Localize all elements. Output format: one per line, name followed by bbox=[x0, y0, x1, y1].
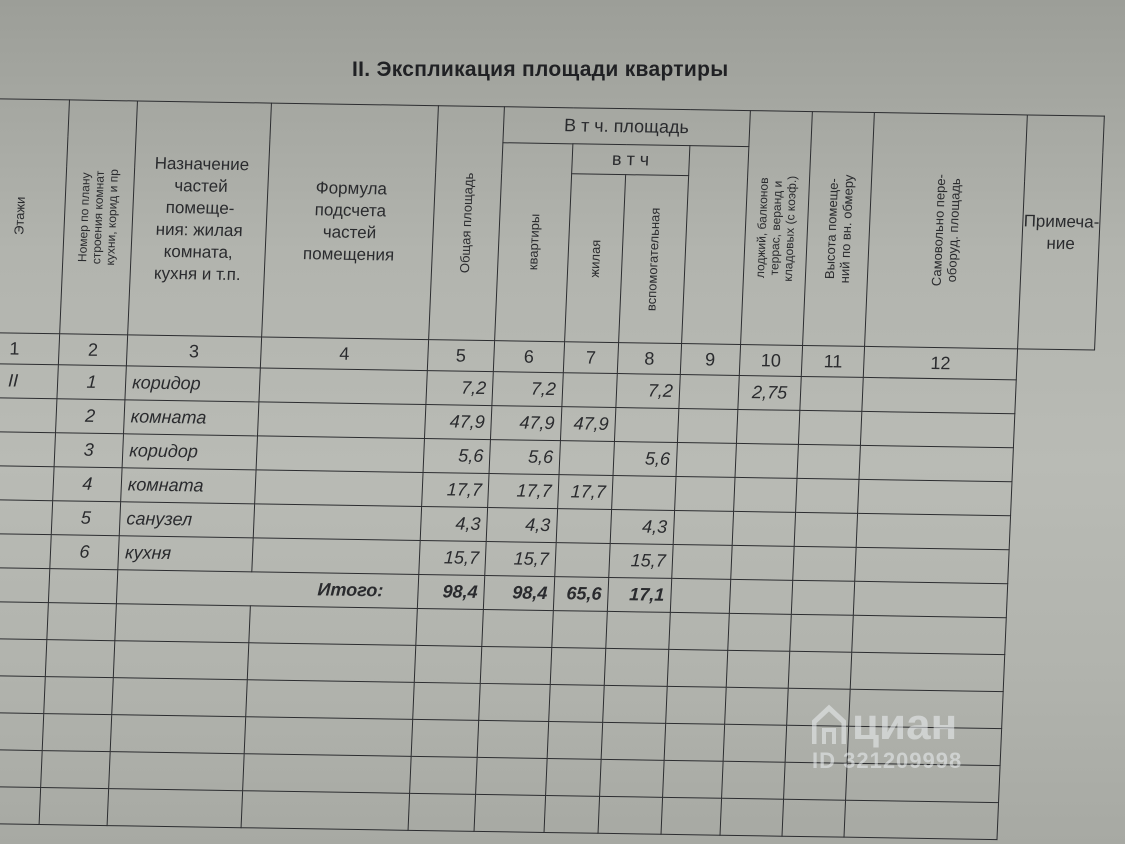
self-built-cell bbox=[792, 580, 855, 615]
formula-cell bbox=[252, 538, 420, 575]
self-built-cell bbox=[796, 478, 859, 513]
living-area-cell: 17,7 bbox=[557, 475, 613, 510]
header-purpose: Назначение частей помеще- ния: жилая комната, кухня и т.п. bbox=[128, 101, 272, 337]
apartment-area-cell: 7,2 bbox=[492, 372, 563, 407]
self-built-cell bbox=[799, 410, 862, 445]
floor-cell bbox=[0, 465, 54, 500]
room-name: комната bbox=[124, 400, 260, 436]
living-area-sum: 65,6 bbox=[553, 577, 609, 612]
loggia-cell bbox=[672, 544, 732, 579]
aux-area-cell: 5,6 bbox=[613, 442, 677, 477]
height-cell bbox=[730, 545, 794, 580]
col-num: 9 bbox=[680, 344, 740, 376]
floor-cell bbox=[0, 499, 53, 534]
header-plan-number: Номер по плану строения комнат кухни, корид и пр bbox=[60, 100, 138, 335]
height-cell bbox=[733, 477, 797, 512]
self-built-cell bbox=[795, 512, 858, 547]
header-apartment: квартиры bbox=[495, 143, 573, 342]
notes-cell bbox=[862, 377, 1017, 413]
room-number: 3 bbox=[54, 433, 124, 468]
header-living: жилая bbox=[564, 174, 625, 343]
col-num: 6 bbox=[493, 341, 564, 373]
aux-area-cell bbox=[614, 408, 678, 443]
total-label: Итого: bbox=[116, 570, 418, 609]
apartment-area-cell: 15,7 bbox=[485, 542, 556, 577]
header-height: Высота помеще- ний по вн. обмеру bbox=[803, 112, 874, 347]
room-number: 2 bbox=[55, 399, 125, 434]
room-number: 4 bbox=[53, 467, 123, 502]
self-built-cell bbox=[793, 546, 856, 581]
total-area-cell: 7,2 bbox=[426, 371, 494, 406]
total-area-cell: 15,7 bbox=[419, 540, 487, 575]
notes-cell bbox=[860, 411, 1015, 447]
watermark bbox=[812, 700, 962, 774]
col-num: 5 bbox=[427, 340, 495, 372]
apartment-area-cell: 5,6 bbox=[489, 440, 560, 475]
total-area-cell: 47,9 bbox=[424, 405, 492, 440]
notes-cell bbox=[857, 479, 1012, 515]
cian-house-icon bbox=[812, 704, 846, 746]
height-cell bbox=[735, 443, 799, 478]
loggia-cell bbox=[670, 578, 730, 613]
col-num: 3 bbox=[126, 335, 261, 368]
room-name: санузел bbox=[119, 502, 255, 538]
formula-cell bbox=[258, 402, 426, 439]
aux-area-cell: 4,3 bbox=[610, 509, 674, 544]
aux-area-sum: 17,1 bbox=[607, 577, 671, 612]
formula-cell bbox=[255, 470, 423, 507]
formula-cell bbox=[259, 368, 427, 405]
header-self-built: Самовольно пере- оборуд. площадь bbox=[864, 113, 1027, 349]
watermark-logo-text: циан bbox=[852, 700, 958, 749]
living-area-cell bbox=[556, 509, 612, 544]
notes-cell bbox=[855, 547, 1010, 583]
height-cell bbox=[729, 579, 793, 614]
aux-area-cell: 15,7 bbox=[609, 543, 673, 578]
height-cell bbox=[732, 511, 796, 546]
header-loggia: лоджий, балконов террас, веранд и кладовых (с коэф.) bbox=[740, 111, 813, 346]
floor-cell bbox=[0, 533, 51, 568]
apartment-area-cell: 47,9 bbox=[491, 406, 562, 441]
self-built-cell bbox=[800, 376, 863, 411]
header-incl: в т ч bbox=[571, 144, 689, 176]
apartment-area-sum: 98,4 bbox=[483, 575, 554, 610]
col-num: 1 bbox=[0, 332, 60, 364]
floor-cell bbox=[0, 567, 50, 602]
header-incl-area: В т ч. площадь bbox=[503, 107, 750, 147]
total-area-cell: 5,6 bbox=[423, 439, 491, 474]
notes-cell bbox=[853, 581, 1008, 617]
room-name: кухня bbox=[118, 536, 254, 572]
header-total-area: Общая площадь bbox=[428, 106, 504, 341]
col-num: 4 bbox=[260, 337, 428, 371]
room-number: 6 bbox=[50, 535, 120, 570]
total-area-cell: 4,3 bbox=[420, 506, 488, 541]
col-num: 10 bbox=[739, 344, 803, 376]
col-num: 2 bbox=[58, 334, 127, 366]
header-formula: Формула подсчета частей помещения bbox=[262, 103, 438, 339]
floor-cell bbox=[0, 397, 57, 432]
header-floors: Этажи bbox=[0, 99, 69, 334]
notes-cell bbox=[856, 513, 1011, 549]
living-area-cell bbox=[562, 373, 618, 408]
total-area-sum: 98,4 bbox=[417, 574, 485, 609]
height-cell bbox=[736, 409, 800, 444]
living-area-cell bbox=[559, 441, 615, 476]
apartment-area-cell: 4,3 bbox=[486, 508, 557, 543]
room-number bbox=[48, 569, 118, 604]
loggia-cell bbox=[677, 409, 737, 444]
room-number: 1 bbox=[57, 365, 127, 400]
living-area-cell: 47,9 bbox=[560, 407, 616, 442]
header-blank-under-incl bbox=[681, 146, 748, 345]
total-area-cell: 17,7 bbox=[421, 473, 489, 508]
floor-cell: II bbox=[0, 363, 58, 398]
loggia-cell bbox=[674, 476, 734, 511]
loggia-cell bbox=[676, 442, 736, 477]
height-cell: 2,75 bbox=[737, 375, 801, 410]
floor-cell bbox=[0, 431, 55, 466]
aux-area-cell bbox=[612, 475, 676, 510]
aux-area-cell: 7,2 bbox=[616, 374, 680, 409]
col-num: 8 bbox=[617, 343, 681, 375]
apartment-area-cell: 17,7 bbox=[488, 474, 559, 509]
living-area-cell bbox=[555, 543, 611, 578]
header-auxiliary: вспомогательная bbox=[619, 175, 689, 344]
self-built-cell bbox=[797, 444, 860, 479]
room-name: коридор bbox=[122, 434, 258, 470]
formula-cell bbox=[253, 504, 421, 541]
watermark-id: ID 321209998 bbox=[812, 748, 963, 773]
loggia-cell bbox=[673, 510, 733, 545]
header-notes: Примеча- ние bbox=[1018, 115, 1105, 350]
loggia-cell bbox=[679, 375, 739, 410]
room-name: комната bbox=[121, 468, 257, 504]
room-number: 5 bbox=[51, 501, 121, 536]
room-name: коридор bbox=[125, 366, 261, 402]
formula-cell bbox=[256, 436, 424, 473]
col-num: 12 bbox=[863, 346, 1018, 379]
page-title: II. Экспликация площади квартиры bbox=[352, 58, 729, 81]
notes-cell bbox=[859, 445, 1014, 481]
col-num: 11 bbox=[802, 345, 865, 377]
col-num: 7 bbox=[563, 342, 618, 374]
